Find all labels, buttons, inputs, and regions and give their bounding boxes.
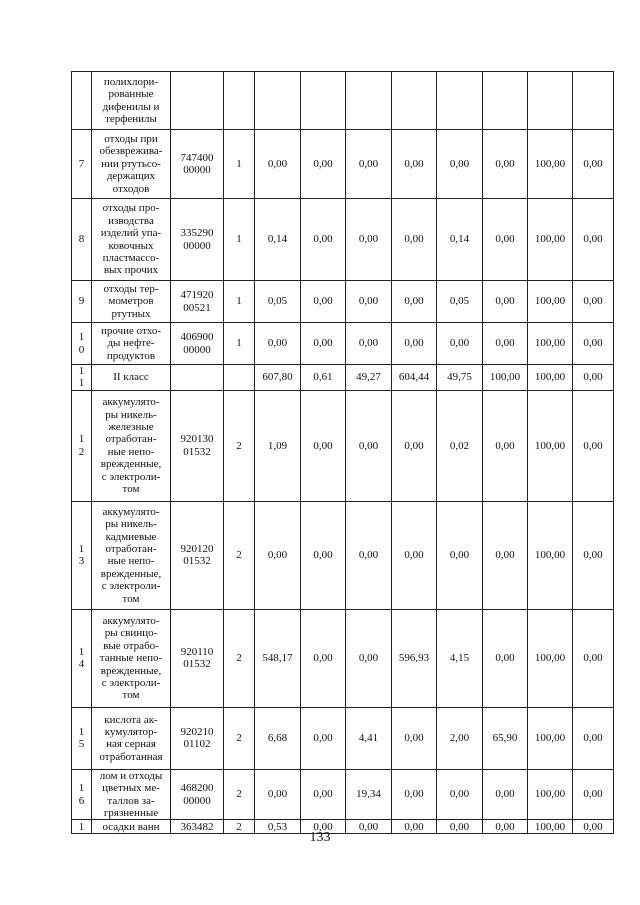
value-cell: 0,00 bbox=[255, 501, 301, 609]
value-cell: 0,00 bbox=[301, 609, 346, 707]
value-cell: 0,00 bbox=[483, 281, 528, 323]
waste-code-cell bbox=[171, 365, 224, 391]
page-number: 133 bbox=[309, 830, 331, 845]
table-body bbox=[72, 72, 614, 834]
value-cell: 100,00 bbox=[528, 365, 573, 391]
waste-name-cell: отходы про- изводства изделий упа- ковочных пластмассо- вых прочих bbox=[92, 199, 171, 281]
value-cell bbox=[483, 72, 528, 130]
value-cell: 0,00 bbox=[346, 609, 392, 707]
waste-name-cell: осадки ванн bbox=[92, 820, 171, 834]
hazard-class-cell: 1 bbox=[224, 281, 255, 323]
value-cell: 0,00 bbox=[437, 323, 483, 365]
value-cell: 0,00 bbox=[437, 769, 483, 820]
value-cell: 0,00 bbox=[437, 130, 483, 199]
value-cell: 100,00 bbox=[483, 365, 528, 391]
table-row bbox=[72, 365, 614, 391]
row-number-cell: 1 bbox=[72, 820, 92, 834]
value-cell: 0,00 bbox=[573, 130, 614, 199]
row-number-cell: 9 bbox=[72, 281, 92, 323]
value-cell: 100,00 bbox=[528, 323, 573, 365]
value-cell: 0,00 bbox=[483, 609, 528, 707]
value-cell bbox=[301, 72, 346, 130]
waste-code-cell: 468200 00000 bbox=[171, 769, 224, 820]
waste-code-cell: 471920 00521 bbox=[171, 281, 224, 323]
value-cell bbox=[255, 72, 301, 130]
value-cell: 0,53 bbox=[255, 820, 301, 834]
value-cell: 0,02 bbox=[437, 390, 483, 501]
waste-code-cell: 920120 01532 bbox=[171, 501, 224, 609]
row-number-cell bbox=[72, 72, 92, 130]
value-cell: 0,00 bbox=[573, 281, 614, 323]
value-cell: 0,00 bbox=[437, 820, 483, 834]
value-cell: 0,00 bbox=[392, 501, 437, 609]
value-cell: 0,00 bbox=[392, 390, 437, 501]
value-cell: 100,00 bbox=[528, 820, 573, 834]
value-cell: 2,00 bbox=[437, 707, 483, 769]
waste-name-cell: аккумулято- ры никель- кадмиевые отработан- ные непо- врежденные, с электроли- том bbox=[92, 501, 171, 609]
value-cell: 0,00 bbox=[573, 365, 614, 391]
waste-name-cell: II класс bbox=[92, 365, 171, 391]
hazard-class-cell bbox=[224, 72, 255, 130]
waste-code-cell bbox=[171, 72, 224, 130]
value-cell: 0,00 bbox=[301, 820, 346, 834]
waste-name-cell: аккумулято- ры свинцо- вые отрабо- танные непо- врежденные, с электроли- том bbox=[92, 609, 171, 707]
value-cell: 0,00 bbox=[301, 501, 346, 609]
value-cell: 100,00 bbox=[528, 609, 573, 707]
value-cell: 0,61 bbox=[301, 365, 346, 391]
table-row bbox=[72, 609, 614, 707]
value-cell: 0,00 bbox=[255, 769, 301, 820]
row-number-cell: 1 1 bbox=[72, 365, 92, 391]
hazard-class-cell: 2 bbox=[224, 609, 255, 707]
row-number-cell: 8 bbox=[72, 199, 92, 281]
value-cell: 100,00 bbox=[528, 281, 573, 323]
value-cell: 0,00 bbox=[483, 199, 528, 281]
waste-code-cell: 920130 01532 bbox=[171, 390, 224, 501]
value-cell: 65,90 bbox=[483, 707, 528, 769]
value-cell: 0,00 bbox=[392, 199, 437, 281]
table-row bbox=[72, 501, 614, 609]
value-cell: 0,00 bbox=[483, 820, 528, 834]
value-cell bbox=[346, 72, 392, 130]
waste-code-cell: 920210 01102 bbox=[171, 707, 224, 769]
value-cell: 0,00 bbox=[255, 130, 301, 199]
value-cell: 0,14 bbox=[255, 199, 301, 281]
hazard-class-cell: 1 bbox=[224, 323, 255, 365]
value-cell: 0,00 bbox=[573, 501, 614, 609]
value-cell: 4,41 bbox=[346, 707, 392, 769]
value-cell: 607,80 bbox=[255, 365, 301, 391]
row-number-cell: 1 3 bbox=[72, 501, 92, 609]
value-cell: 0,00 bbox=[346, 281, 392, 323]
table-row bbox=[72, 199, 614, 281]
table-row bbox=[72, 769, 614, 820]
hazard-class-cell: 2 bbox=[224, 390, 255, 501]
value-cell bbox=[573, 72, 614, 130]
table-row bbox=[72, 390, 614, 501]
value-cell: 100,00 bbox=[528, 199, 573, 281]
value-cell: 0,00 bbox=[483, 390, 528, 501]
table-row bbox=[72, 72, 614, 130]
value-cell: 100,00 bbox=[528, 769, 573, 820]
hazard-class-cell: 2 bbox=[224, 769, 255, 820]
waste-name-cell: полихлори- рованные дифенилы и терфенилы bbox=[92, 72, 171, 130]
value-cell bbox=[437, 72, 483, 130]
value-cell: 0,00 bbox=[301, 281, 346, 323]
value-cell: 0,00 bbox=[573, 199, 614, 281]
value-cell: 100,00 bbox=[528, 390, 573, 501]
table-row bbox=[72, 707, 614, 769]
value-cell: 0,00 bbox=[483, 130, 528, 199]
value-cell: 0,00 bbox=[573, 769, 614, 820]
waste-name-cell: кислота ак- кумулятор- ная серная отработанная bbox=[92, 707, 171, 769]
waste-table bbox=[71, 71, 614, 834]
value-cell: 0,14 bbox=[437, 199, 483, 281]
value-cell: 49,27 bbox=[346, 365, 392, 391]
waste-name-cell: лом и отходы цветных ме- таллов за- грязненные bbox=[92, 769, 171, 820]
row-number-cell: 1 4 bbox=[72, 609, 92, 707]
waste-code-cell: 747400 00000 bbox=[171, 130, 224, 199]
hazard-class-cell: 2 bbox=[224, 707, 255, 769]
hazard-class-cell: 1 bbox=[224, 199, 255, 281]
row-number-cell: 1 6 bbox=[72, 769, 92, 820]
waste-code-cell: 920110 01532 bbox=[171, 609, 224, 707]
value-cell: 0,00 bbox=[392, 820, 437, 834]
value-cell: 0,00 bbox=[301, 769, 346, 820]
value-cell: 0,00 bbox=[301, 130, 346, 199]
value-cell: 0,00 bbox=[255, 323, 301, 365]
waste-name-cell: отходы при обезврежива- нии ртутьсо- держащих отходов bbox=[92, 130, 171, 199]
value-cell: 0,00 bbox=[437, 501, 483, 609]
value-cell: 100,00 bbox=[528, 707, 573, 769]
waste-code-cell: 363482 bbox=[171, 820, 224, 834]
value-cell: 4,15 bbox=[437, 609, 483, 707]
table-row bbox=[72, 281, 614, 323]
value-cell: 604,44 bbox=[392, 365, 437, 391]
row-number-cell: 1 5 bbox=[72, 707, 92, 769]
hazard-class-cell: 2 bbox=[224, 820, 255, 834]
value-cell: 0,00 bbox=[573, 323, 614, 365]
table-row bbox=[72, 130, 614, 199]
hazard-class-cell: 2 bbox=[224, 501, 255, 609]
value-cell: 0,00 bbox=[392, 769, 437, 820]
waste-code-cell: 406900 00000 bbox=[171, 323, 224, 365]
row-number-cell: 7 bbox=[72, 130, 92, 199]
value-cell: 0,00 bbox=[573, 707, 614, 769]
value-cell: 0,00 bbox=[483, 323, 528, 365]
value-cell: 6,68 bbox=[255, 707, 301, 769]
value-cell: 0,00 bbox=[483, 501, 528, 609]
value-cell: 0,00 bbox=[301, 323, 346, 365]
value-cell: 0,00 bbox=[573, 820, 614, 834]
value-cell: 1,09 bbox=[255, 390, 301, 501]
value-cell: 0,00 bbox=[392, 281, 437, 323]
waste-name-cell: отходы тер- мометров ртутных bbox=[92, 281, 171, 323]
value-cell: 548,17 bbox=[255, 609, 301, 707]
value-cell: 49,75 bbox=[437, 365, 483, 391]
table-row bbox=[72, 323, 614, 365]
hazard-class-cell bbox=[224, 365, 255, 391]
value-cell: 0,00 bbox=[573, 390, 614, 501]
value-cell: 100,00 bbox=[528, 130, 573, 199]
waste-name-cell: аккумулято- ры никель- железные отработан- ные непо- врежденные, с электроли- том bbox=[92, 390, 171, 501]
waste-code-cell: 335290 00000 bbox=[171, 199, 224, 281]
value-cell: 0,00 bbox=[346, 199, 392, 281]
row-number-cell: 1 2 bbox=[72, 390, 92, 501]
value-cell: 0,00 bbox=[301, 199, 346, 281]
value-cell: 19,34 bbox=[346, 769, 392, 820]
waste-name-cell: прочие отхо- ды нефте- продуктов bbox=[92, 323, 171, 365]
value-cell: 0,00 bbox=[392, 130, 437, 199]
row-number-cell: 1 0 bbox=[72, 323, 92, 365]
value-cell: 0,00 bbox=[346, 820, 392, 834]
value-cell: 0,00 bbox=[346, 130, 392, 199]
value-cell: 0,00 bbox=[301, 707, 346, 769]
value-cell bbox=[392, 72, 437, 130]
value-cell: 0,00 bbox=[483, 769, 528, 820]
value-cell: 0,00 bbox=[392, 707, 437, 769]
value-cell: 0,00 bbox=[573, 609, 614, 707]
value-cell: 0,00 bbox=[346, 323, 392, 365]
value-cell: 0,00 bbox=[346, 501, 392, 609]
value-cell: 0,00 bbox=[392, 323, 437, 365]
value-cell: 100,00 bbox=[528, 501, 573, 609]
hazard-class-cell: 1 bbox=[224, 130, 255, 199]
value-cell: 0,05 bbox=[255, 281, 301, 323]
value-cell: 0,00 bbox=[301, 390, 346, 501]
value-cell: 0,00 bbox=[346, 390, 392, 501]
value-cell: 0,05 bbox=[437, 281, 483, 323]
value-cell bbox=[528, 72, 573, 130]
value-cell: 596,93 bbox=[392, 609, 437, 707]
